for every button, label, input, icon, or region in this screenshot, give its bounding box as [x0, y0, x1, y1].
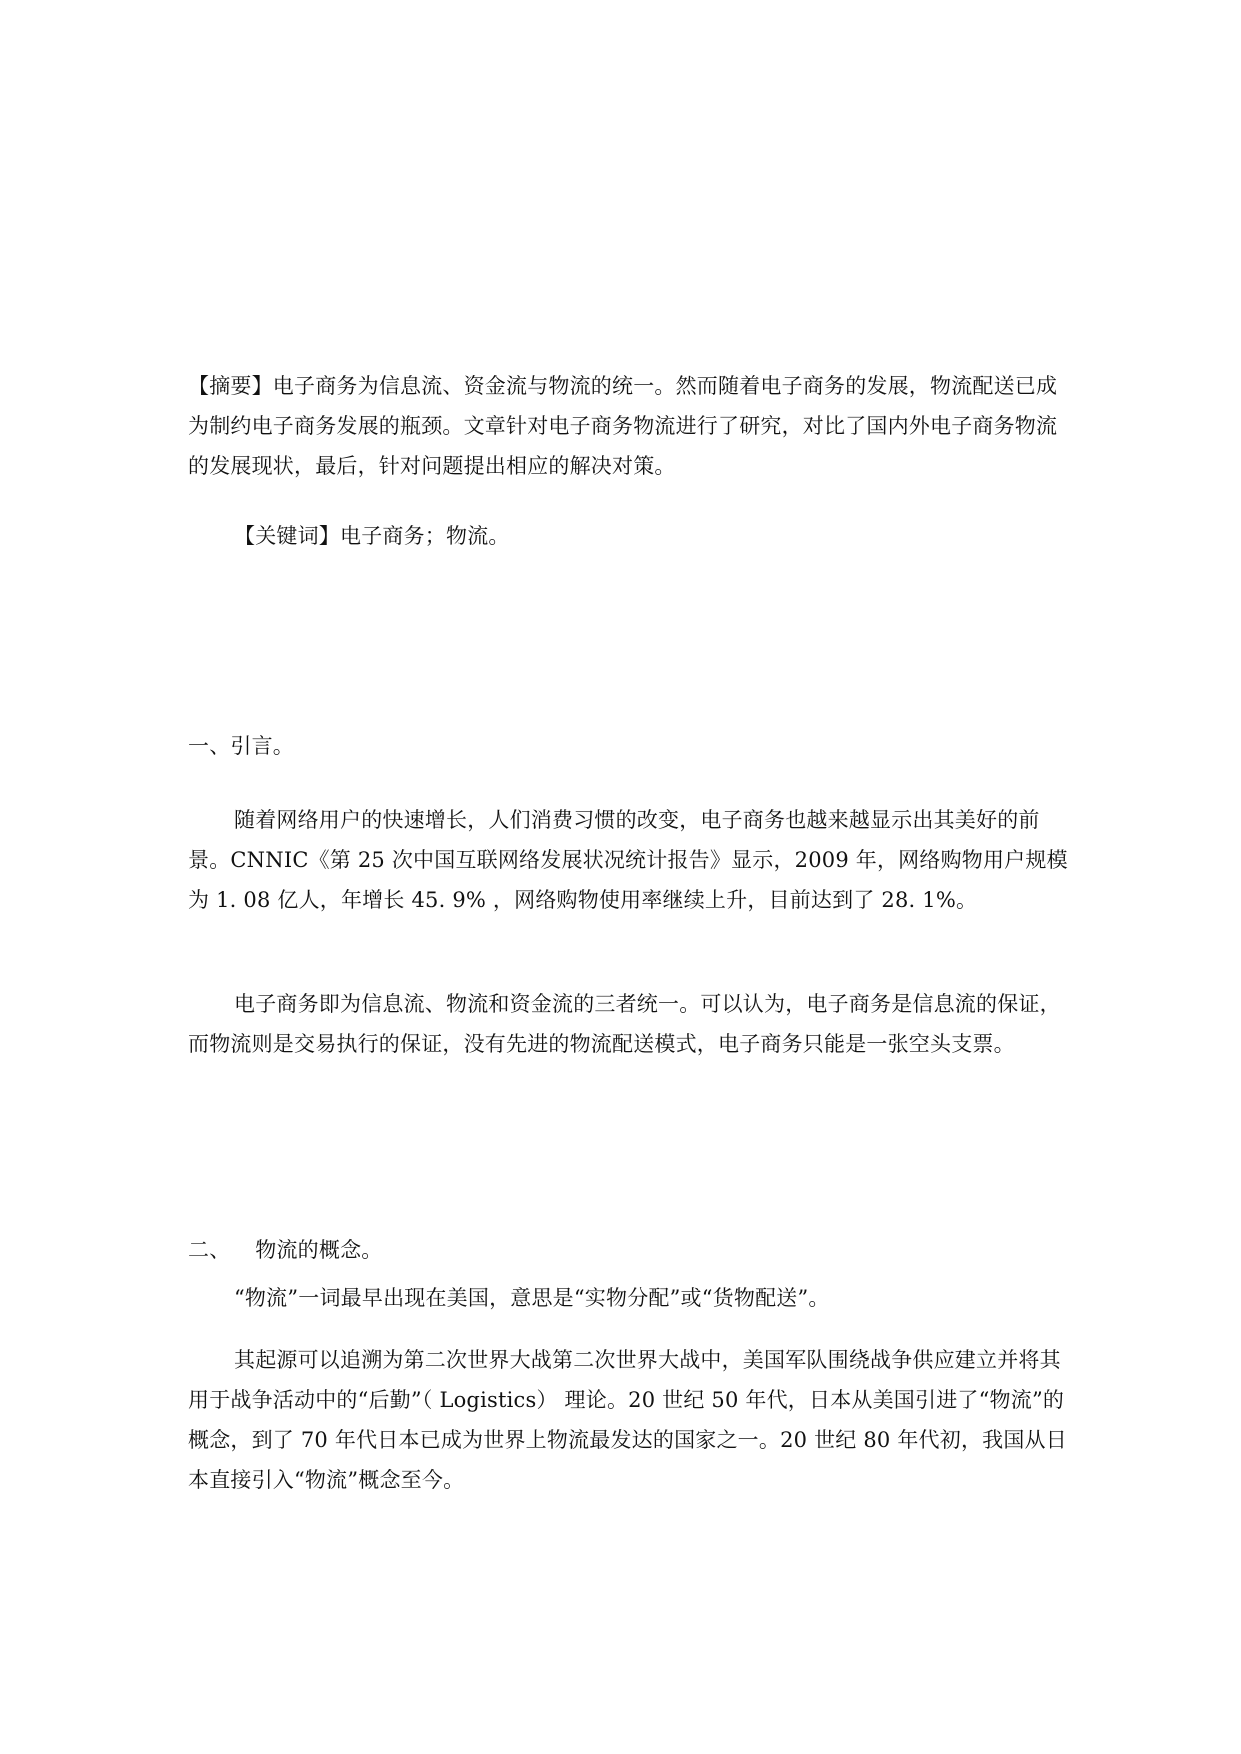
logistics-paragraph-2 — [188, 1340, 1076, 1500]
section-heading-text: 一、引言。 — [188, 734, 294, 758]
introduction-paragraph-1 — [188, 800, 1076, 920]
paragraph-text: “物流”一词最早出现在美国，意思是“实物分配”或“货物配送”。 — [234, 1286, 830, 1310]
paragraph-text: 随着网络用户的快速增长，人们消费习惯的改变，电子商务也越来越显示出其美好的前景。CNNIC《第 25 次中国互联网络发展状况统计报告》显示，2009 年，网络购物用户规模为 1. 08 亿人，年增长 45. 9% ，网络购物使用率继续上升，目前达到了 28. 1%。 — [188, 808, 1068, 912]
keywords-paragraph — [188, 516, 1076, 556]
paragraph-text: 其起源可以追溯为第二次世界大战第二次世界大战中，美国军队围绕战争供应建立并将其用于战争活动中的“后勤”（ Logistics） 理论。20 世纪 50 年代，日本从美国引进了“物流”的概念，到了 70 年代日本已成为世界上物流最发达的国家之一。20 世纪 80 年代初，我国从日本直接引入“物流”概念至今。 — [188, 1348, 1067, 1492]
section-heading-text: 二、 物流的概念。 — [188, 1238, 383, 1262]
paragraph-text: 电子商务即为信息流、物流和资金流的三者统一。可以认为，电子商务是信息流的保证，而物流则是交易执行的保证，没有先进的物流配送模式，电子商务只能是一张空头支票。 — [188, 992, 1061, 1056]
abstract-paragraph — [188, 366, 1076, 486]
abstract-text: 【摘要】电子商务为信息流、资金流与物流的统一。然而随着电子商务的发展，物流配送已成为制约电子商务发展的瓶颈。文章针对电子商务物流进行了研究，对比了国内外电子商务物流的发展现状，最后，针对问题提出相应的解决对策。 — [188, 374, 1058, 478]
section-heading-logistics-concept — [188, 1230, 1076, 1270]
section-heading-introduction — [188, 726, 1076, 766]
introduction-paragraph-2 — [188, 984, 1076, 1064]
logistics-paragraph-1 — [188, 1278, 1076, 1318]
keywords-text: 【关键词】电子商务；物流。 — [234, 524, 510, 548]
